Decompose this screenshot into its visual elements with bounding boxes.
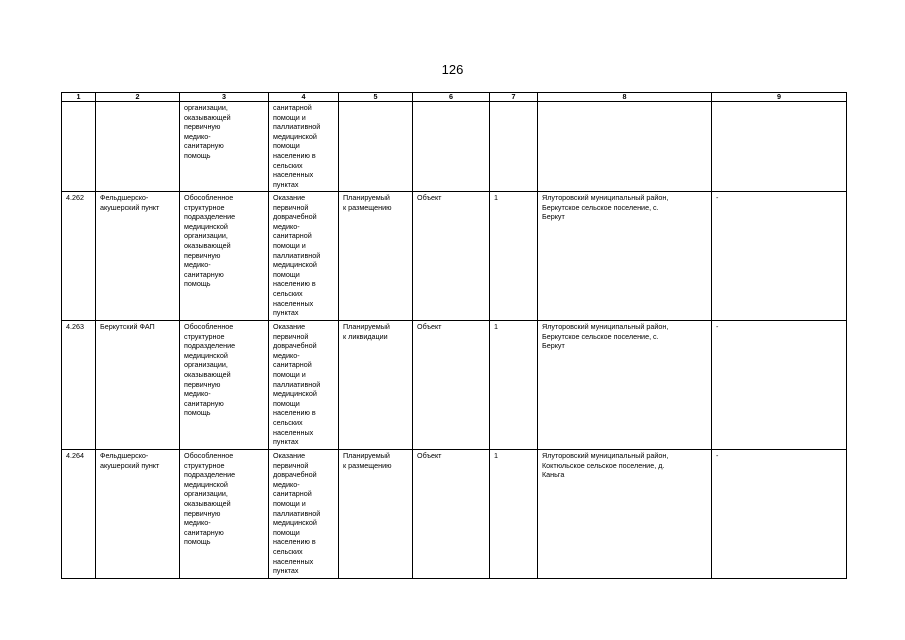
object-type-cell: организации, оказывающей первичную медико- санитарную помощь: [180, 102, 269, 192]
zone-cell: -: [712, 321, 847, 450]
object-name-cell: Фельдшерско- акушерский пункт: [96, 192, 180, 321]
column-header: 2: [96, 93, 180, 102]
quantity-cell: [490, 102, 538, 192]
purpose-cell: Оказание первичной доврачебной медико- санитарной помощи и паллиативной медицинской помощи населению в сельских населенных пунктах: [269, 321, 339, 450]
zone-cell: -: [712, 450, 847, 579]
location-cell: [538, 102, 712, 192]
table-row: [62, 192, 847, 321]
row-number-cell: [62, 102, 96, 192]
column-header: 1: [62, 93, 96, 102]
zone-cell: [712, 102, 847, 192]
status-cell: [339, 102, 413, 192]
column-header: 3: [180, 93, 269, 102]
object-type-cell: Обособленное структурное подразделение медицинской организации, оказывающей первичную медико- санитарную помощь: [180, 450, 269, 579]
purpose-cell: Оказание первичной доврачебной медико- санитарной помощи и паллиативной медицинской помощи населению в сельских населенных пунктах: [269, 192, 339, 321]
column-header: 7: [490, 93, 538, 102]
row-number-cell: 4.264: [62, 450, 96, 579]
object-type-cell: Обособленное структурное подразделение медицинской организации, оказывающей первичную медико- санитарную помощь: [180, 321, 269, 450]
quantity-cell: 1: [490, 192, 538, 321]
quantity-cell: 1: [490, 321, 538, 450]
table-row: [62, 321, 847, 450]
column-header: 6: [413, 93, 490, 102]
unit-cell: Объект: [413, 450, 490, 579]
status-cell: Планируемый к ликвидации: [339, 321, 413, 450]
zone-cell: -: [712, 192, 847, 321]
column-header: 9: [712, 93, 847, 102]
column-header: 5: [339, 93, 413, 102]
location-cell: Ялуторовский муниципальный район, Коктюльское сельское поселение, д. Каньга: [538, 450, 712, 579]
quantity-cell: 1: [490, 450, 538, 579]
object-type-cell: Обособленное структурное подразделение медицинской организации, оказывающей первичную медико- санитарную помощь: [180, 192, 269, 321]
location-cell: Ялуторовский муниципальный район, Беркутское сельское поселение, с. Беркут: [538, 192, 712, 321]
page-number: 126: [441, 62, 464, 77]
table-row: [62, 102, 847, 192]
row-number-cell: 4.263: [62, 321, 96, 450]
object-name-cell: [96, 102, 180, 192]
unit-cell: Объект: [413, 321, 490, 450]
header-row: [62, 93, 847, 102]
status-cell: Планируемый к размещению: [339, 450, 413, 579]
unit-cell: Объект: [413, 192, 490, 321]
data-table: [61, 92, 847, 579]
location-cell: Ялуторовский муниципальный район, Беркутское сельское поселение, с. Беркут: [538, 321, 712, 450]
unit-cell: [413, 102, 490, 192]
object-name-cell: Беркутский ФАП: [96, 321, 180, 450]
row-number-cell: 4.262: [62, 192, 96, 321]
table-row: [62, 450, 847, 579]
object-name-cell: Фельдшерско- акушерский пункт: [96, 450, 180, 579]
column-header: 8: [538, 93, 712, 102]
purpose-cell: санитарной помощи и паллиативной медицинской помощи населению в сельских населенных пунктах: [269, 102, 339, 192]
column-header: 4: [269, 93, 339, 102]
purpose-cell: Оказание первичной доврачебной медико- санитарной помощи и паллиативной медицинской помощи населению в сельских населенных пунктах: [269, 450, 339, 579]
status-cell: Планируемый к размещению: [339, 192, 413, 321]
